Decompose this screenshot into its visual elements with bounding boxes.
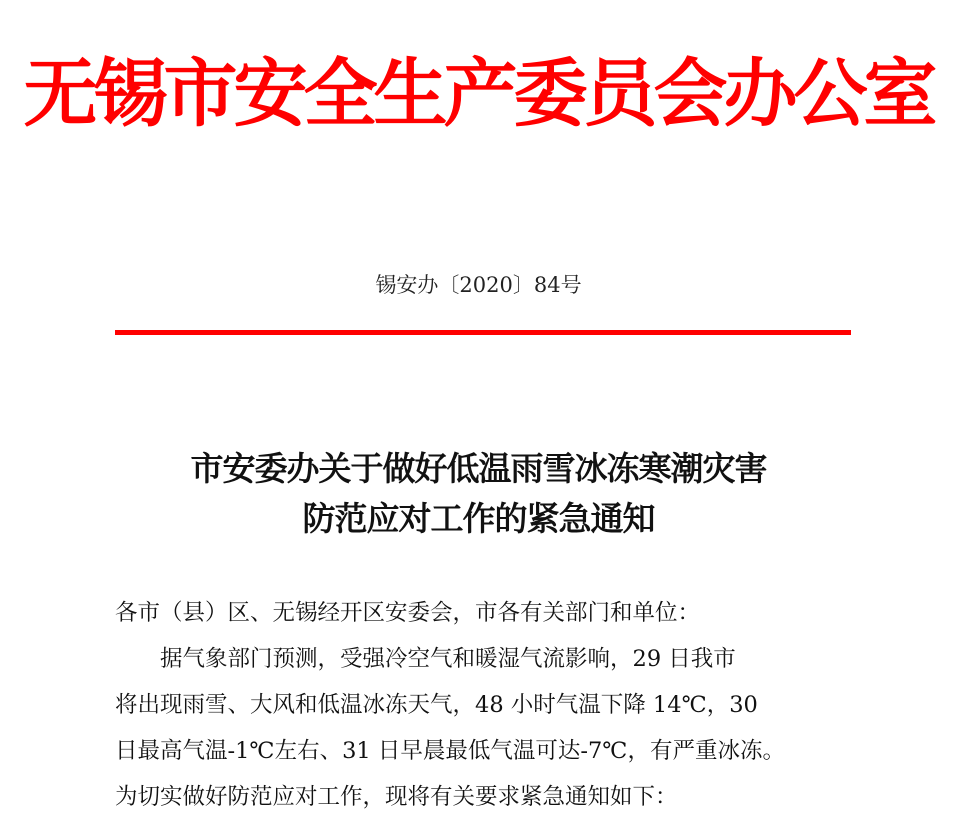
paragraph-line: 为切实做好防范应对工作，现将有关要求紧急通知如下： xyxy=(115,784,678,810)
red-divider-line xyxy=(115,330,851,335)
document-title xyxy=(0,444,957,544)
paragraph-line: 将出现雨雪、大风和低温冰冻天气，48 小时气温下降 14℃，30 xyxy=(115,692,758,718)
paragraph-line: 日最高气温-1℃左右、31 日早晨最低气温可达-7℃，有严重冰冻。 xyxy=(115,738,785,764)
salutation: 各市（县）区、无锡经开区安委会，市各有关部门和单位： xyxy=(115,600,701,626)
document-body xyxy=(115,590,855,820)
document-number: 锡安办〔2020〕84号 xyxy=(375,273,582,297)
title-line-2: 防范应对工作的紧急通知 xyxy=(302,499,655,538)
title-line-1: 市安委办关于做好低温雨雪冰冻寒潮灾害 xyxy=(190,449,767,488)
organization-header: 无锡市安全生产委员会办公室 xyxy=(23,51,934,137)
paragraph-line: 据气象部门预测，受强冷空气和暖湿气流影响，29 日我市 xyxy=(160,646,736,672)
